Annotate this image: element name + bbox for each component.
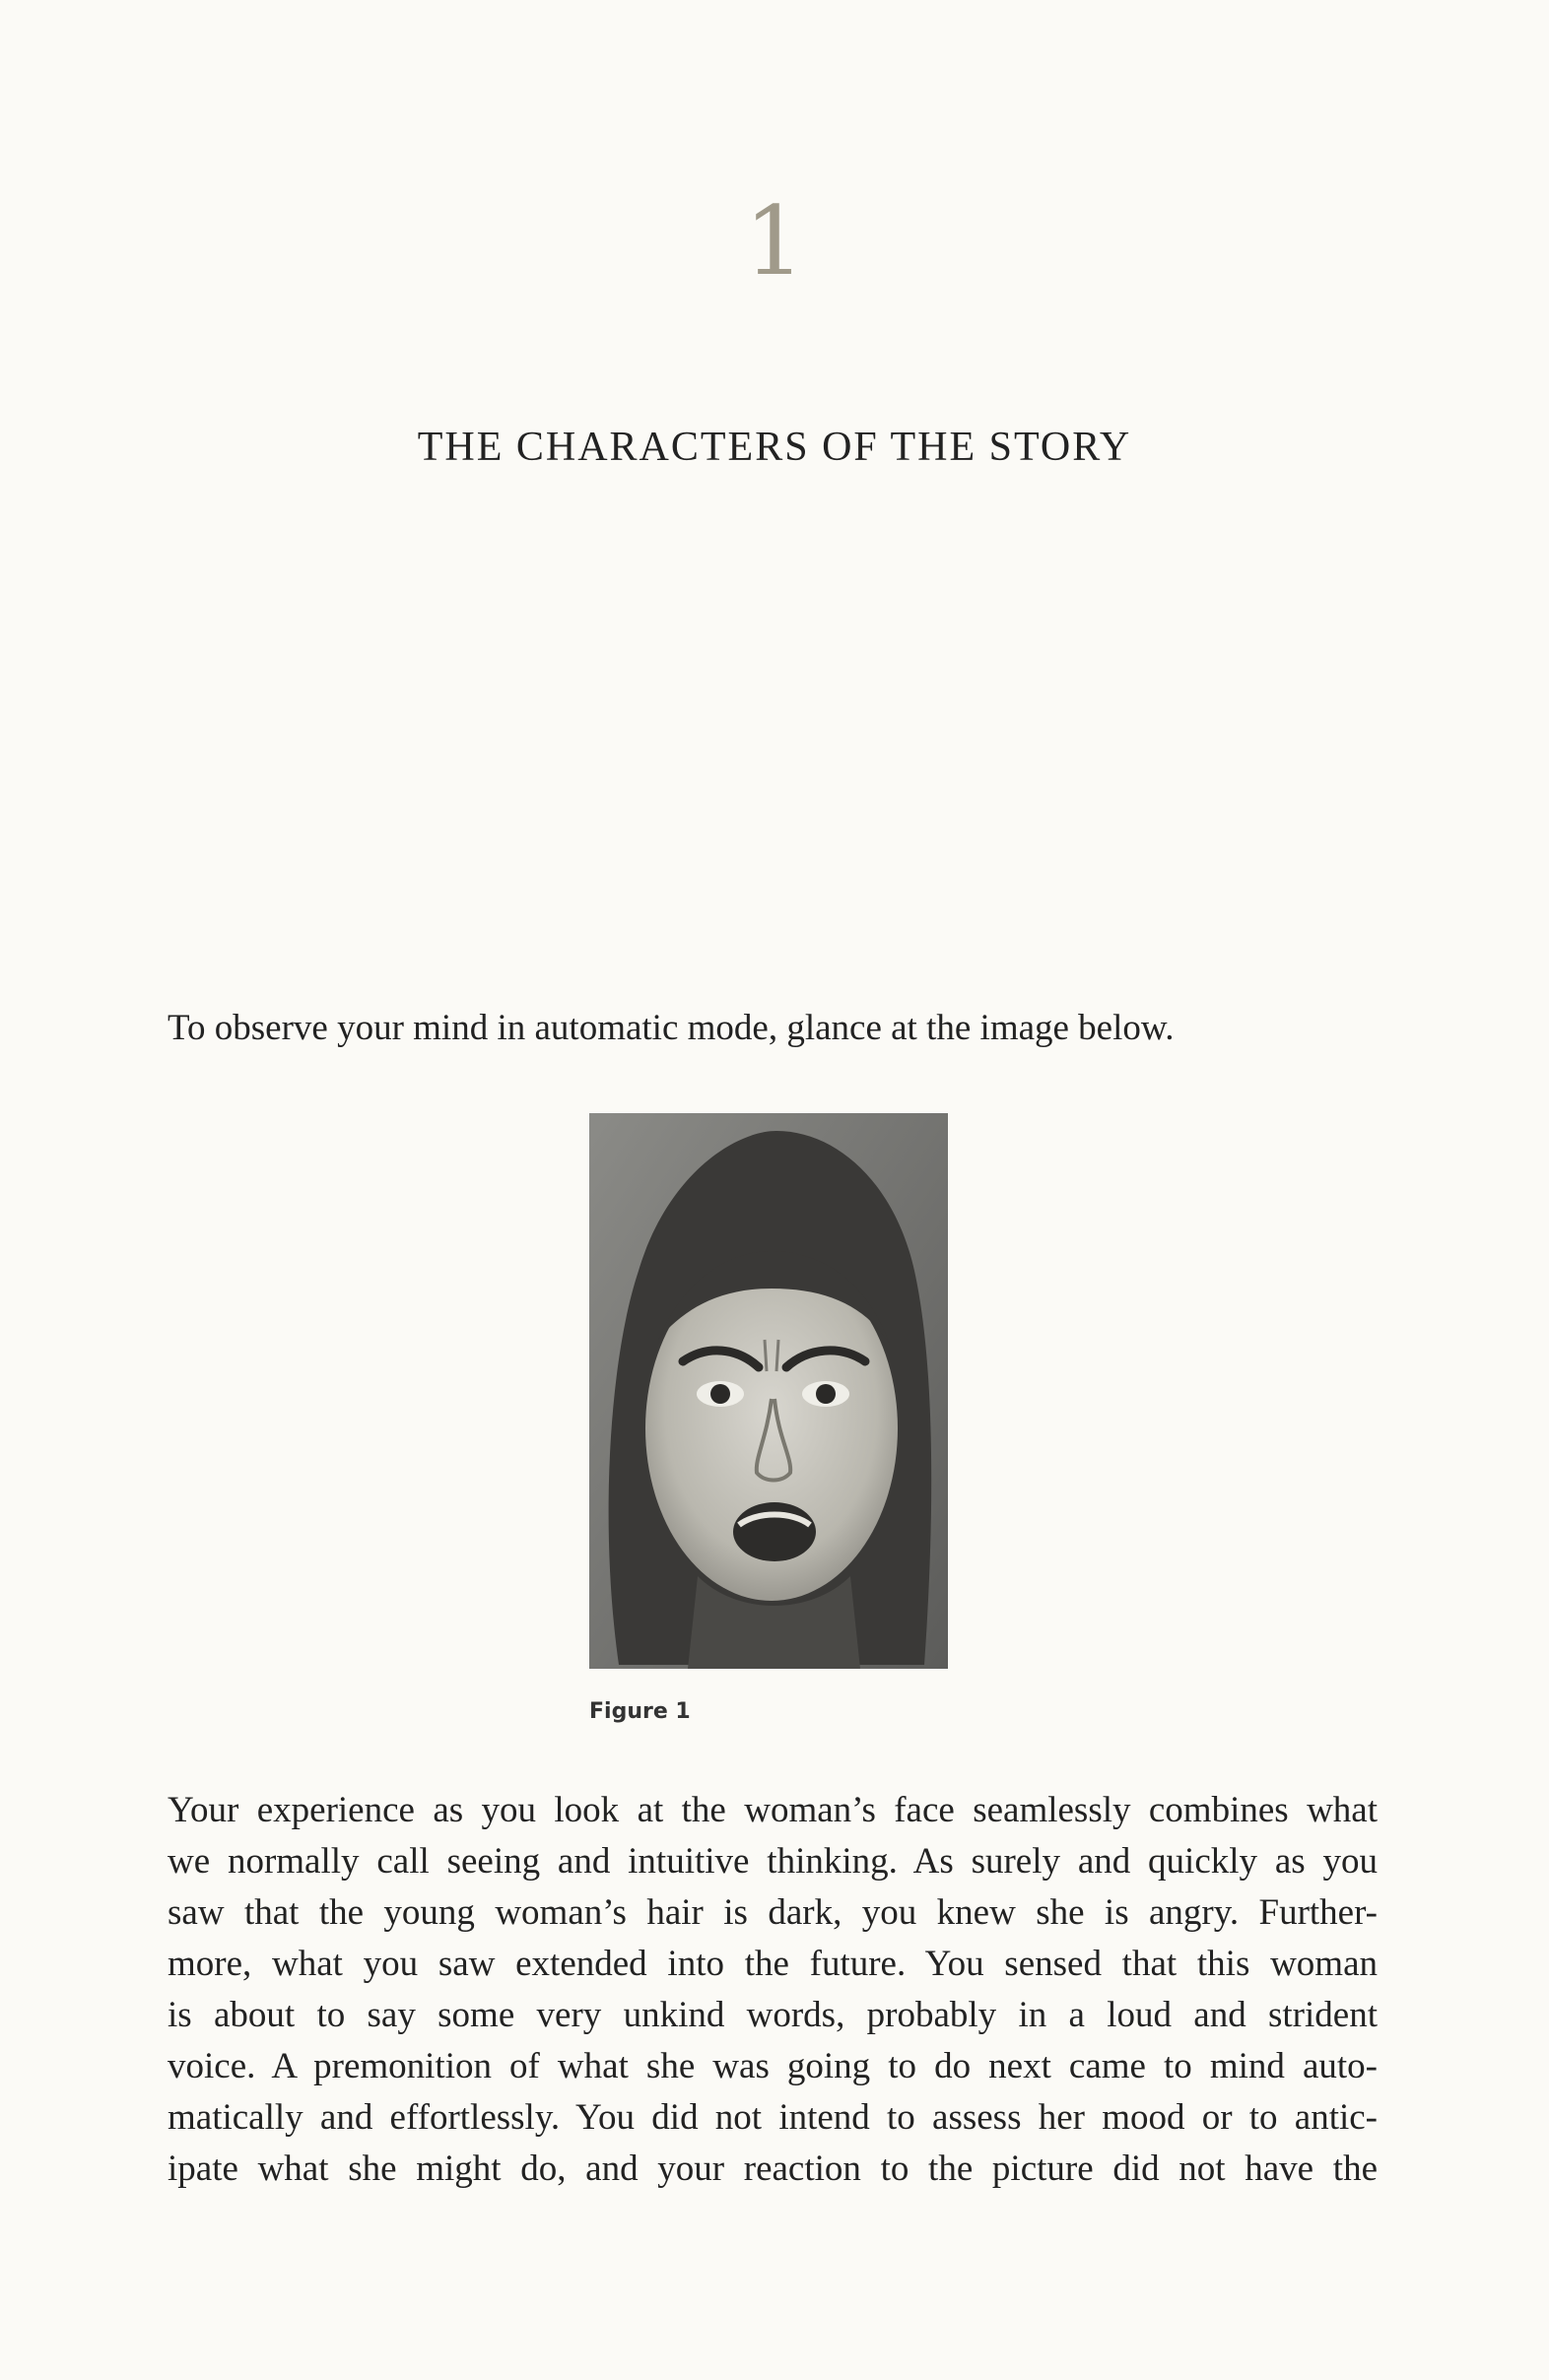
body-line: is about to say some very unkind words, probably in a loud and strident [168,1995,1378,2035]
body-line: voice. A premonition of what she was going to do next came to mind auto- [168,2046,1378,2086]
body-line: ipate what she might do, and your reaction to the picture did not have the [168,2149,1378,2189]
intro-paragraph: To observe your mind in automatic mode, glance at the image below. [168,1008,1175,1048]
body-line: more, what you saw extended into the future. You sensed that this woman [168,1944,1378,1984]
figure-angry-face-photo [589,1113,948,1669]
angry-face-photo [589,1113,948,1669]
chapter-title: THE CHARACTERS OF THE STORY [417,425,1132,470]
figure-caption: Figure 1 [589,1699,691,1724]
body-line: matically and effortlessly. You did not intend to assess her mood or to antic- [168,2097,1378,2138]
chapter-number: 1 [744,186,805,297]
body-line: we normally call seeing and intuitive thinking. As surely and quickly as you [168,1841,1378,1882]
body-line: saw that the young woman’s hair is dark, you knew she is angry. Further- [168,1892,1378,1933]
body-line: Your experience as you look at the woman’s face seamlessly combines what [168,1790,1378,1830]
body-paragraph [168,1785,1378,2195]
